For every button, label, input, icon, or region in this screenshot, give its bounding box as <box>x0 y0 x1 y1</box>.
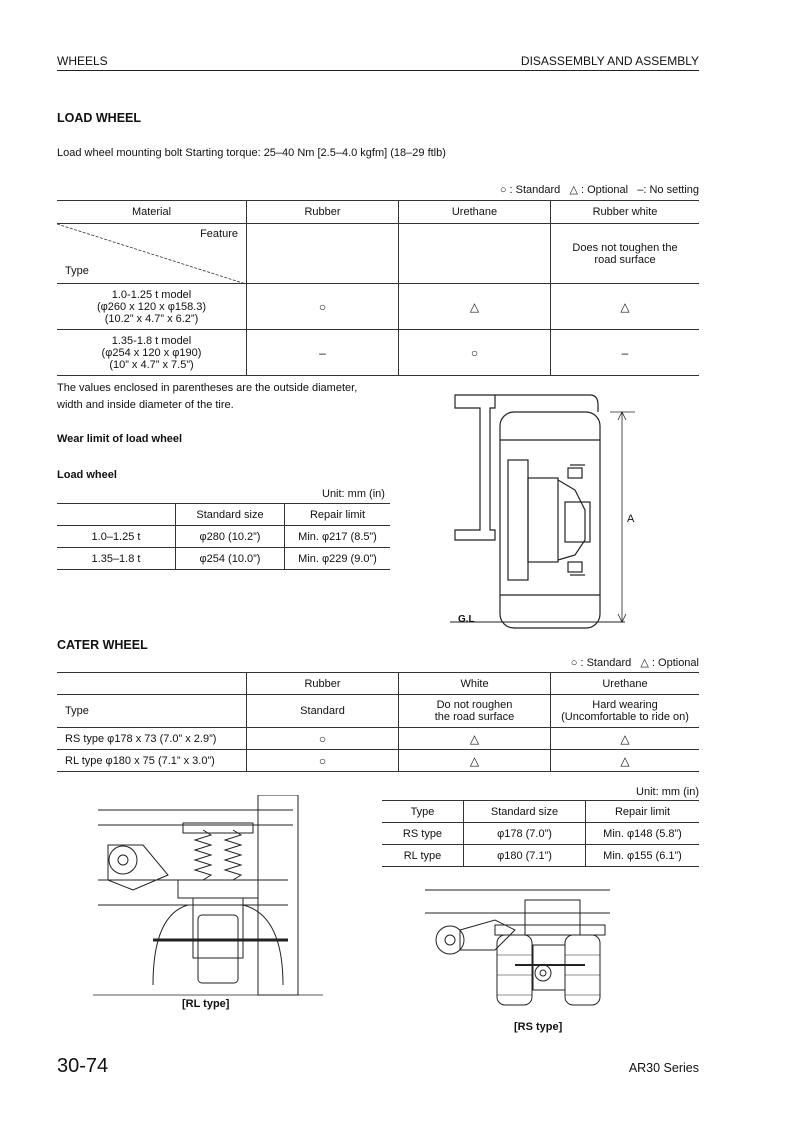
header-rule <box>57 70 699 71</box>
cater-unit-label: Unit: mm (in) <box>636 786 699 798</box>
repair-value: Min. φ229 (9.0”) <box>285 548 391 570</box>
header-chapter: DISASSEMBLY AND ASSEMBLY <box>520 54 699 68</box>
header-section: WHEELS <box>57 54 108 68</box>
cater-wheel-table <box>57 672 699 772</box>
load-wheel-title: LOAD WHEEL <box>57 111 142 125</box>
urethane-value: △ <box>399 284 551 330</box>
type-label: Type <box>65 265 89 277</box>
repair-value: Min. φ155 (6.1”) <box>586 845 700 867</box>
white-feature: Do not roughen the road surface <box>399 695 551 728</box>
rubber-white-value: △ <box>551 284 700 330</box>
load-wheel-subtitle: Load wheel <box>57 469 117 481</box>
rubber-value: ○ <box>247 284 399 330</box>
row-type: 1.35–1.8 t <box>57 548 176 570</box>
standard-value: φ280 (10.2”) <box>176 526 285 548</box>
rubber-value: ○ <box>247 728 399 750</box>
rubber-white-feature: Does not toughen the road surface <box>551 224 700 284</box>
load-wheel-diagram <box>450 390 650 630</box>
dimension-a-label: A <box>627 513 635 525</box>
ground-line-label: G.L <box>458 614 475 625</box>
unit-label: Unit: mm (in) <box>322 488 385 500</box>
table-row <box>57 548 390 570</box>
standard-value: φ254 (10.0”) <box>176 548 285 570</box>
load-wheel-wear-table <box>57 503 390 570</box>
row-type: 1.0-1.25 t model (φ260 x 120 x φ158.3) (10.2” x 4.7” x 6.2”) <box>57 284 247 330</box>
row-type: 1.35-1.8 t model (φ254 x 120 x φ190) (10” x 4.7” x 7.5”) <box>57 330 247 376</box>
rubber-value: – <box>247 330 399 376</box>
feature-label: Feature <box>200 228 238 240</box>
cater-wheel-legend: ○ : Standard △ : Optional <box>570 657 699 669</box>
white-value: △ <box>399 728 551 750</box>
row-type: 1.0–1.25 t <box>57 526 176 548</box>
col-white: White <box>399 673 551 695</box>
table-row <box>57 284 699 330</box>
cater-wheel-title: CATER WHEEL <box>57 638 148 652</box>
rubber-feature: Standard <box>247 695 399 728</box>
rl-type-label: [RL type] <box>182 998 230 1010</box>
rl-type-diagram <box>93 795 328 1005</box>
cater-wheel-wear-table <box>382 800 699 867</box>
repair-value: Min. φ217 (8.5”) <box>285 526 391 548</box>
feature-type-cell <box>57 224 247 284</box>
table-row <box>57 750 699 772</box>
col-type: Type <box>382 801 464 823</box>
col-rubber: Rubber <box>247 201 399 224</box>
row-type: RL type φ180 x 75 (7.1” x 3.0”) <box>57 750 247 772</box>
load-wheel-legend: ○ : Standard △ : Optional –: No setting <box>499 184 699 196</box>
table-row <box>382 845 699 867</box>
col-urethane: Urethane <box>399 201 551 224</box>
rubber-white-value: – <box>551 330 700 376</box>
wear-limit-title: Wear limit of load wheel <box>57 433 183 445</box>
white-value: △ <box>399 750 551 772</box>
urethane-value: △ <box>551 750 700 772</box>
standard-value: φ180 (7.1”) <box>464 845 586 867</box>
urethane-feature: Hard wearing (Uncomfortable to ride on) <box>551 695 700 728</box>
rs-type-label: [RS type] <box>514 1021 563 1033</box>
col-repair-limit: Repair limit <box>586 801 700 823</box>
repair-value: Min. φ148 (5.8”) <box>586 823 700 845</box>
urethane-feature <box>399 224 551 284</box>
col-material: Material <box>57 201 247 224</box>
load-wheel-table <box>57 200 699 376</box>
col-rubber: Rubber <box>247 673 399 695</box>
type-label: Type <box>57 695 247 728</box>
urethane-value: △ <box>551 728 700 750</box>
col-standard-size: Standard size <box>176 504 285 526</box>
rubber-value: ○ <box>247 750 399 772</box>
standard-value: φ178 (7.0”) <box>464 823 586 845</box>
col-repair-limit: Repair limit <box>285 504 391 526</box>
row-type: RL type <box>382 845 464 867</box>
table-row <box>382 823 699 845</box>
urethane-value: ○ <box>399 330 551 376</box>
series-name: AR30 Series <box>628 1061 699 1075</box>
row-type: RS type <box>382 823 464 845</box>
load-wheel-torque: Load wheel mounting bolt Starting torque: 25–40 Nm [2.5–4.0 kgfm] (18–29 ftlb) <box>57 147 446 159</box>
rubber-feature <box>247 224 399 284</box>
table-row <box>57 330 699 376</box>
col-rubber-white: Rubber white <box>551 201 700 224</box>
table-row <box>57 728 699 750</box>
col-empty <box>57 673 247 695</box>
col-urethane: Urethane <box>551 673 700 695</box>
table-row <box>57 526 390 548</box>
load-wheel-note: The values enclosed in parentheses are the outside diameter, width and inside diameter of the tire. <box>57 382 358 411</box>
col-type-empty <box>57 504 176 526</box>
page-number: 30-74 <box>57 1055 109 1077</box>
row-type: RS type φ178 x 73 (7.0” x 2.9”) <box>57 728 247 750</box>
rs-type-diagram <box>425 885 615 1020</box>
col-standard-size: Standard size <box>464 801 586 823</box>
